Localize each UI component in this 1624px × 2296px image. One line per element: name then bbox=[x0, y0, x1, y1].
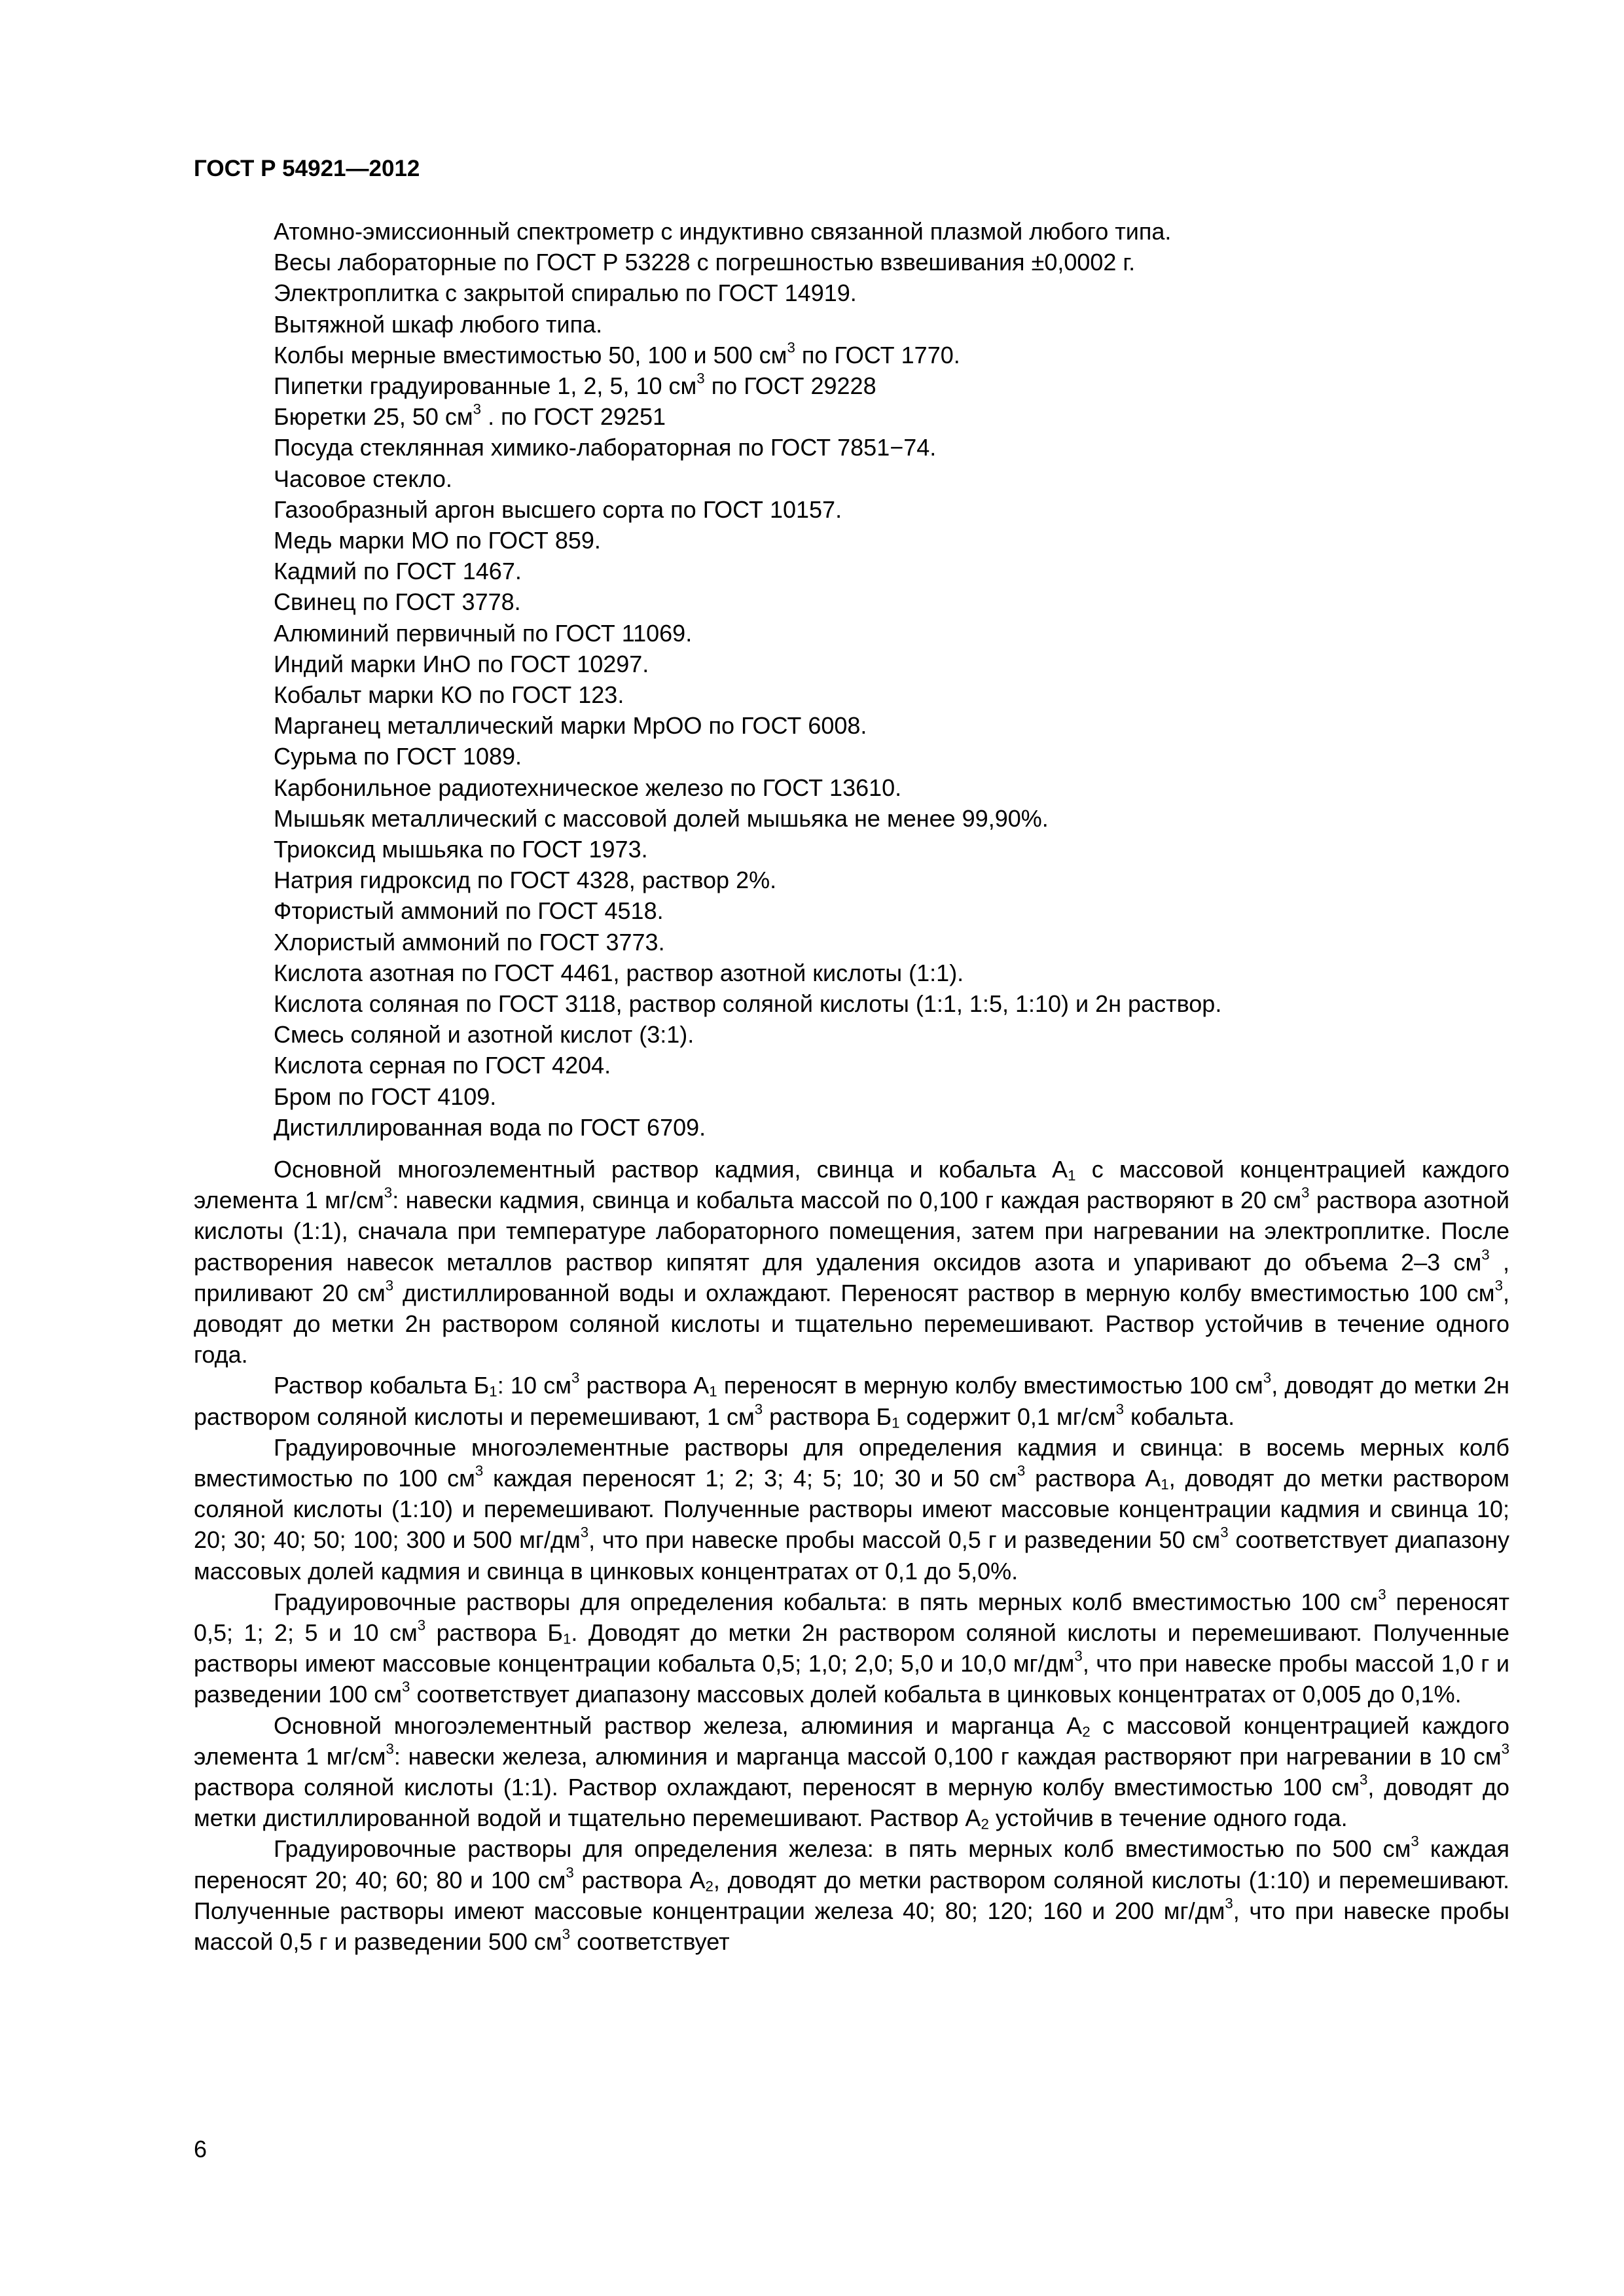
equipment-item: Газообразный аргон высшего сорта по ГОСТ 10157. bbox=[274, 495, 842, 523]
equipment-item: Натрия гидроксид по ГОСТ 4328, раствор 2%. bbox=[274, 867, 777, 894]
equipment-item: Карбонильное радиотехническое железо по ГОСТ 13610. bbox=[274, 774, 902, 801]
body-paragraph: Основной многоэлементный раствор кадмия, свинца и кобальта $А_1$ с массовой концентрацией каждого элемента 1 $мг/см^3$: навески кадмия, свинца и кобальта массой по 0,100 г каждая растворяют в 20 $см^3$ раствора азотной кислоты (1:1), сначала при температуре лабораторного помещения, затем при нагревании на электроплитке. После растворения навесок металлов раствор кипятят для удаления оксидов азота и упаривают до объема 2–3 $см^3$ , приливают 20 $см^3$ дистиллированной воды и охлаждают. Переносят раствор в мерную колбу вместимостью 100 $см^3$, доводят до метки 2н раствором соляной кислоты и тщательно перемешивают. Раствор устойчив в течение одного года. bbox=[194, 1156, 1509, 1369]
equipment-item: Кобальт марки КО по ГОСТ 123. bbox=[274, 681, 624, 709]
body-paragraph: Градуировочные многоэлементные растворы для определения кадмия и свинца: в восемь мерных колб вместимостью по 100 $см^3$ каждая переносят 1; 2; 3; 4; 5; 10; 30 и 50 $см^3$ раствора $А_1$, доводят до метки раствором соляной кислоты (1:10) и перемешивают. Полученные растворы имеют массовые концентрации кадмия и свинца 10; 20; 30; 40; 50; 100; 300 и 500 $мг/дм^3$, что при навеске пробы массой 0,5 г и разведении 50 $см^3$ соответствует диапазону массовых долей кадмия и свинца в цинковых концентратах от 0,1 до 5,0%. bbox=[194, 1433, 1510, 1585]
equipment-item: Смесь соляной и азотной кислот (3:1). bbox=[274, 1021, 695, 1049]
equipment-item: Свинец по ГОСТ 3778. bbox=[274, 588, 521, 616]
equipment-item: Кислота азотная по ГОСТ 4461, раствор азотной кислоты (1:1). bbox=[274, 959, 964, 986]
equipment-item: Весы лабораторные по ГОСТ Р 53228 с погрешностью взвешивания ±0,0002 г. bbox=[274, 249, 1136, 276]
equipment-item: Хлористый аммоний по ГОСТ 3773. bbox=[274, 928, 665, 956]
equipment-item: Бром по ГОСТ 4109. bbox=[274, 1083, 497, 1110]
equipment-list bbox=[274, 216, 1517, 1143]
equipment-item: Кислота серная по ГОСТ 4204. bbox=[274, 1052, 611, 1079]
equipment-item: Бюретки 25, 50 $см^3$ . по ГОСТ 29251 bbox=[274, 401, 666, 431]
body-paragraph: Градуировочные растворы для определения железа: в пять мерных колб вместимостью по 500 $см^3$ каждая переносят 20; 40; 60; 80 и 100 $см^3$ раствора $А_2$, доводят до метки раствором соляной кислоты (1:10) и перемешивают. Полученные растворы имеют массовые концентрации железа 40; 80; 120; 160 и 200 $мг/дм^3$, что при навеске пробы массой 0,5 г и разведении 500 $см^3$ соответствует bbox=[194, 1833, 1509, 1956]
equipment-item: Кислота соляная по ГОСТ 3118, раствор соляной кислоты (1:1, 1:5, 1:10) и 2н раствор. bbox=[274, 990, 1222, 1018]
equipment-item: Марганец металлический марки МрОО по ГОСТ 6008. bbox=[274, 712, 867, 740]
equipment-item: Посуда стеклянная химико-лабораторная по ГОСТ 7851−74. bbox=[274, 434, 937, 461]
body-paragraph: Раствор кобальта $Б_1$: 10 $см^3$ раствора $А_1$ переносят в мерную колбу вместимостью 100 $см^3$, доводят до метки 2н раствором соляной кислоты и перемешивают, 1 $см^3$ раствора $Б_1$ содержит 0,1 $мг/см^3$ кобальта. bbox=[194, 1369, 1509, 1431]
equipment-item: Фтористый аммоний по ГОСТ 4518. bbox=[274, 897, 664, 925]
equipment-item: Сурьма по ГОСТ 1089. bbox=[274, 743, 522, 770]
equipment-item: Пипетки градуированные 1, 2, 5, 10 $см^3$ по ГОСТ 29228 bbox=[274, 370, 876, 400]
equipment-item: Медь марки МО по ГОСТ 859. bbox=[274, 527, 601, 554]
body-paragraph: Градуировочные растворы для определения кобальта: в пять мерных колб вместимостью 100 $см^3$ переносят 0,5; 1; 2; 5 и 10 $см^3$ раствора $Б_1$. Доводят до метки 2н раствором соляной кислоты и перемешивают. Полученные растворы имеют массовые концентрации кобальта 0,5; 1,0; 2,0; 5,0 и 10,0 $мг/дм^3$, что при навеске пробы массой 1,0 г и разведении 100 $см^3$ соответствует диапазону массовых долей кобальта в цинковых концентратах от 0,005 до 0,1%. bbox=[194, 1586, 1510, 1708]
equipment-item: Дистиллированная вода по ГОСТ 6709. bbox=[274, 1113, 706, 1141]
equipment-item: Атомно-эмиссионный спектрометр с индуктивно связанной плазмой любого типа. bbox=[274, 218, 1172, 245]
body-text bbox=[194, 1154, 1509, 1957]
equipment-item: Алюминий первичный по ГОСТ 11069. bbox=[274, 619, 693, 647]
equipment-item: Кадмий по ГОСТ 1467. bbox=[274, 558, 522, 585]
equipment-item: Вытяжной шкаф любого типа. bbox=[274, 310, 603, 338]
page-number: 6 bbox=[194, 2136, 208, 2162]
document-header: ГОСТ Р 54921—2012 bbox=[194, 156, 420, 181]
equipment-item: Индий марки ИнО по ГОСТ 10297. bbox=[274, 650, 649, 677]
equipment-item: Электроплитка с закрытой спиралью по ГОСТ 14919. bbox=[274, 279, 857, 307]
body-paragraph: Основной многоэлементный раствор железа, алюминия и марганца $А_2$ с массовой концентрацией каждого элемента 1 $мг/см^3$: навески железа, алюминия и марганца массой 0,100 г каждая растворяют при нагревании в 10 $см^3$ раствора соляной кислоты (1:1). Раствор охлаждают, переносят в мерную колбу вместимостью 100 $см^3$, доводят до метки дистиллированной водой и тщательно перемешивают. Раствор $А_2$ устойчив в течение одного года. bbox=[194, 1712, 1509, 1833]
equipment-item: Триоксид мышьяка по ГОСТ 1973. bbox=[274, 836, 648, 863]
equipment-item: Часовое стекло. bbox=[274, 465, 452, 492]
equipment-item: Колбы мерные вместимостью 50, 100 и 500 $см^3$ по ГОСТ 1770. bbox=[274, 339, 960, 368]
equipment-item: Мышьяк металлический с массовой долей мышьяка не менее 99,90%. bbox=[274, 804, 1049, 832]
